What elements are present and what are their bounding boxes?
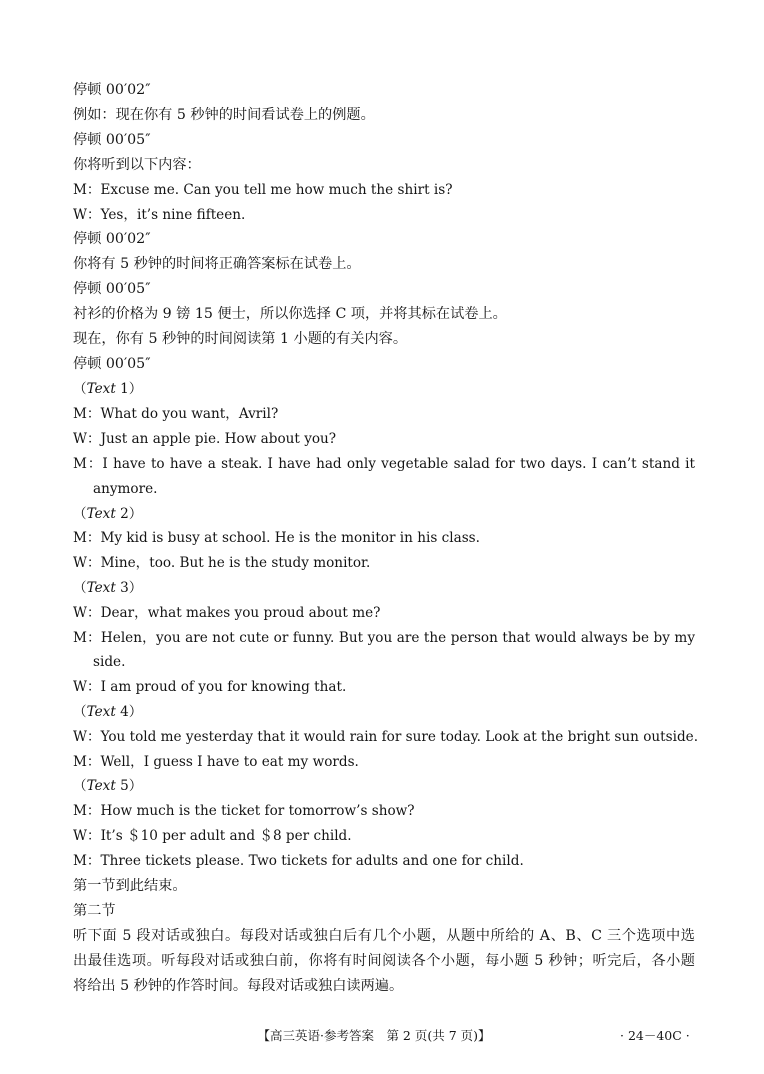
dialogue-line: W：Just an apple pie. How about you? (73, 431, 337, 447)
dialogue-line: M：What do you want，Avril? (73, 406, 279, 422)
dialogue-line: W：You told me yesterday that it would rain for sure today. Look at the bright sun outside. (73, 729, 699, 745)
example-explanation: 衬衫的价格为 9 镑 15 便士，所以你选择 C 项，并将其标在试卷上。 (73, 306, 507, 322)
dialogue-line: M：I have to have a steak. I have had only vegetable salad for two days. I can’t stand it (73, 456, 695, 472)
section-end: 第一节到此结束。 (73, 878, 187, 894)
text-1-label: （Text 1） (73, 381, 143, 397)
example-dialogue-line: M：Excuse me. Can you tell me how much the shirt is? (73, 182, 453, 198)
pause-line: 停顿 00′02″ (73, 231, 151, 247)
example-dialogue-line: W：Yes，it’s nine fifteen. (73, 207, 246, 223)
dialogue-line: M：My kid is busy at school. He is the monitor in his class. (73, 530, 480, 546)
dialogue-line: M：Three tickets please. Two tickets for adults and one for child. (73, 853, 524, 869)
dialogue-line: M：Well，I guess I have to eat my words. (73, 754, 359, 770)
pause-line: 停顿 00′02″ (73, 82, 151, 98)
dialogue-line: W：Mine，too. But he is the study monitor. (73, 555, 371, 571)
pause-line: 停顿 00′05″ (73, 281, 151, 297)
section-2-title: 第二节 (73, 903, 116, 919)
reading-instruction: 现在，你有 5 秒钟的时间阅读第 1 小题的有关内容。 (73, 331, 408, 347)
dialogue-line: W：Dear，what makes you proud about me? (73, 605, 381, 621)
dialogue-line: W：It’s ＄10 per adult and ＄8 per child. (73, 828, 352, 844)
section-2-instruction: 将给出 5 秒钟的作答时间。每段对话或独白读两遍。 (73, 978, 404, 994)
section-2-instruction: 听下面 5 段对话或独白。每段对话或独白后有几个小题，从题中所给的 A、B、C 三个选项中选 (73, 928, 695, 944)
text-2-label: （Text 2） (73, 506, 143, 522)
pause-line: 停顿 00′05″ (73, 356, 151, 372)
mark-answer-instruction: 你将有 5 秒钟的时间将正确答案标在试卷上。 (73, 256, 361, 272)
dialogue-line-continued: anymore. (93, 481, 158, 497)
hear-following: 你将听到以下内容： (73, 157, 201, 173)
section-2-instruction: 出最佳选项。听每段对话或独白前，你将有时间阅读各个小题，每小题 5 秒钟；听完后，各小题 (73, 953, 695, 969)
dialogue-line: W：I am proud of you for knowing that. (73, 679, 347, 695)
text-4-label: （Text 4） (73, 704, 143, 720)
text-3-label: （Text 3） (73, 580, 143, 596)
footer-exam-code: · 24－40C · (620, 1028, 690, 1043)
dialogue-line: M：How much is the ticket for tomorrow’s show? (73, 803, 415, 819)
footer-page-info: 【高三英语·参考答案 第 2 页(共 7 页)】 (257, 1028, 491, 1043)
pause-line: 停顿 00′05″ (73, 132, 151, 148)
text-5-label: （Text 5） (73, 778, 143, 794)
dialogue-line-continued: side. (93, 654, 126, 670)
example-instruction: 例如：现在你有 5 秒钟的时间看试卷上的例题。 (73, 107, 375, 123)
dialogue-line: M：Helen，you are not cute or funny. But you are the person that would always be by my (73, 630, 695, 646)
